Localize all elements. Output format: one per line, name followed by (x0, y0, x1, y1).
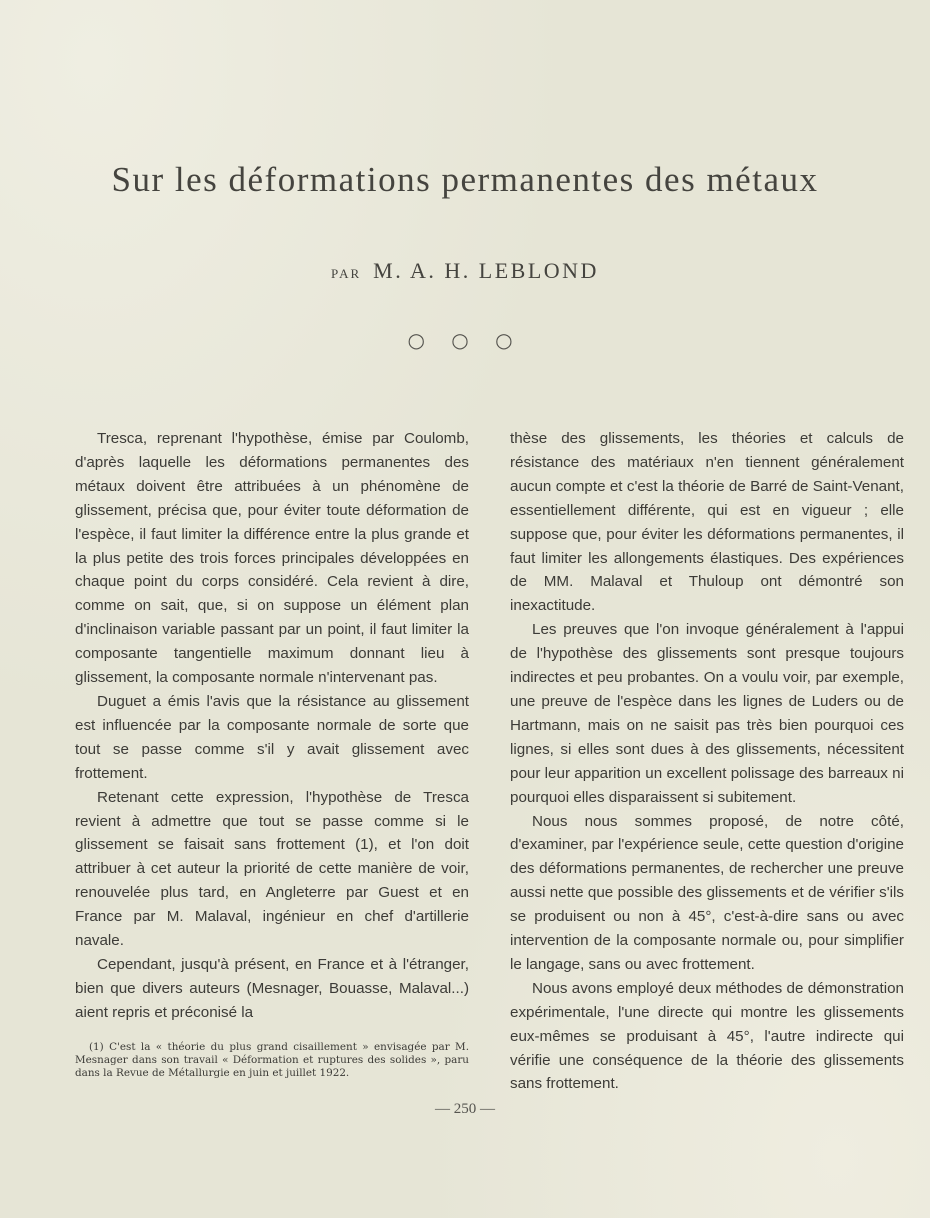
paragraph: thèse des glissements, les théories et calculs de résistance des matériaux n'en tiennent généralement aucun compte et c'est la théorie de Barré de Saint-Venant, essentiellement différente, qui est en vigueur ; elle suppose que, pour éviter les déformations permanentes, il faut limiter les allongements élastiques. Des expériences de MM. Malaval et Thuloup ont démontré son inexactitude. (510, 430, 904, 615)
byline (0, 258, 930, 284)
right-column (510, 427, 904, 1096)
ornament-circles: ○ ○ ○ (407, 328, 523, 352)
paragraph: Duguet a émis l'avis que la résistance au glissement est influencée par la composante normale de sorte que tout se passe comme s'il y avait glissement avec frottement. (75, 692, 469, 782)
paragraph: Nous avons employé deux méthodes de démonstration expérimentale, l'une directe qui montre les glissements eux-mêmes se produisant à 45°, l'autre indirecte qui vérifie une conséquence de la théorie des glissements sans frottement. (510, 979, 904, 1093)
byline-prefix: PAR (331, 266, 362, 281)
footnote: (1) C'est la « théorie du plus grand cisaillement » envisagée par M. Mesnager dans son travail « Déformation et ruptures des solides », paru dans la Revue de Métallurgie en juin et juillet 1922. (75, 1041, 469, 1079)
page-number: — 250 — (435, 1101, 495, 1117)
paragraph: Nous nous sommes proposé, de notre côté, d'examiner, par l'expérience seule, cette question d'origine des déformations permanentes, de rechercher une preuve aussi nette que possible des glissements et de vérifier s'ils se produisent ou non à 45°, c'est-à-dire sans ou avec intervention de la composante normale ou, pour simplifier le langage, sans ou avec frottement. (510, 812, 904, 973)
paragraph: Retenant cette expression, l'hypothèse de Tresca revient à admettre que tout se passe comme si le glissement se faisait sans frottement (1), et l'on doit attribuer à cet auteur la priorité de cette manière de voir, renouvelée plus tard, en Angleterre par Guest et en France par M. Malaval, ingénieur en chef d'artillerie navale. (75, 788, 469, 950)
author-name: M. A. H. LEBLOND (373, 258, 599, 283)
paragraph: Tresca, reprenant l'hypothèse, émise par Coulomb, d'après laquelle les déformations permanentes des métaux doivent être attribuées à un phénomène de glissement, précisa que, pour éviter toute déformation de l'espèce, il faut limiter la différence entre la plus grande et la plus petite des trois forces principales développées en chaque point du corps considéré. Cela revient à dire, comme on sait, que, si on suppose un élément plan d'inclinaison variable passant par un point, il faut limiter la composante tangentielle maximum donnant lieu à glissement, la composante normale n'intervenant pas. (75, 430, 469, 687)
left-column (75, 427, 469, 1025)
paragraph: Les preuves que l'on invoque généralement à l'appui de l'hypothèse des glissements sont presque toujours indirectes et peu probantes. On a voulu voir, par exemple, une preuve de l'espèce dans les lignes de Luders ou de Hartmann, mais on ne saisit pas très bien pourquoi ces lignes, si elles sont dues à des glissements, nécessitent pour leur apparition un excellent polissage des barreaux ni pourquoi elles disparaissent si subitement. (510, 621, 904, 806)
paragraph: Cependant, jusqu'à présent, en France et à l'étranger, bien que divers auteurs (Mesnager, Bouasse, Malaval...) aient repris et préconisé la (75, 955, 469, 1021)
article-title: Sur les déformations permanentes des métaux (111, 160, 819, 199)
